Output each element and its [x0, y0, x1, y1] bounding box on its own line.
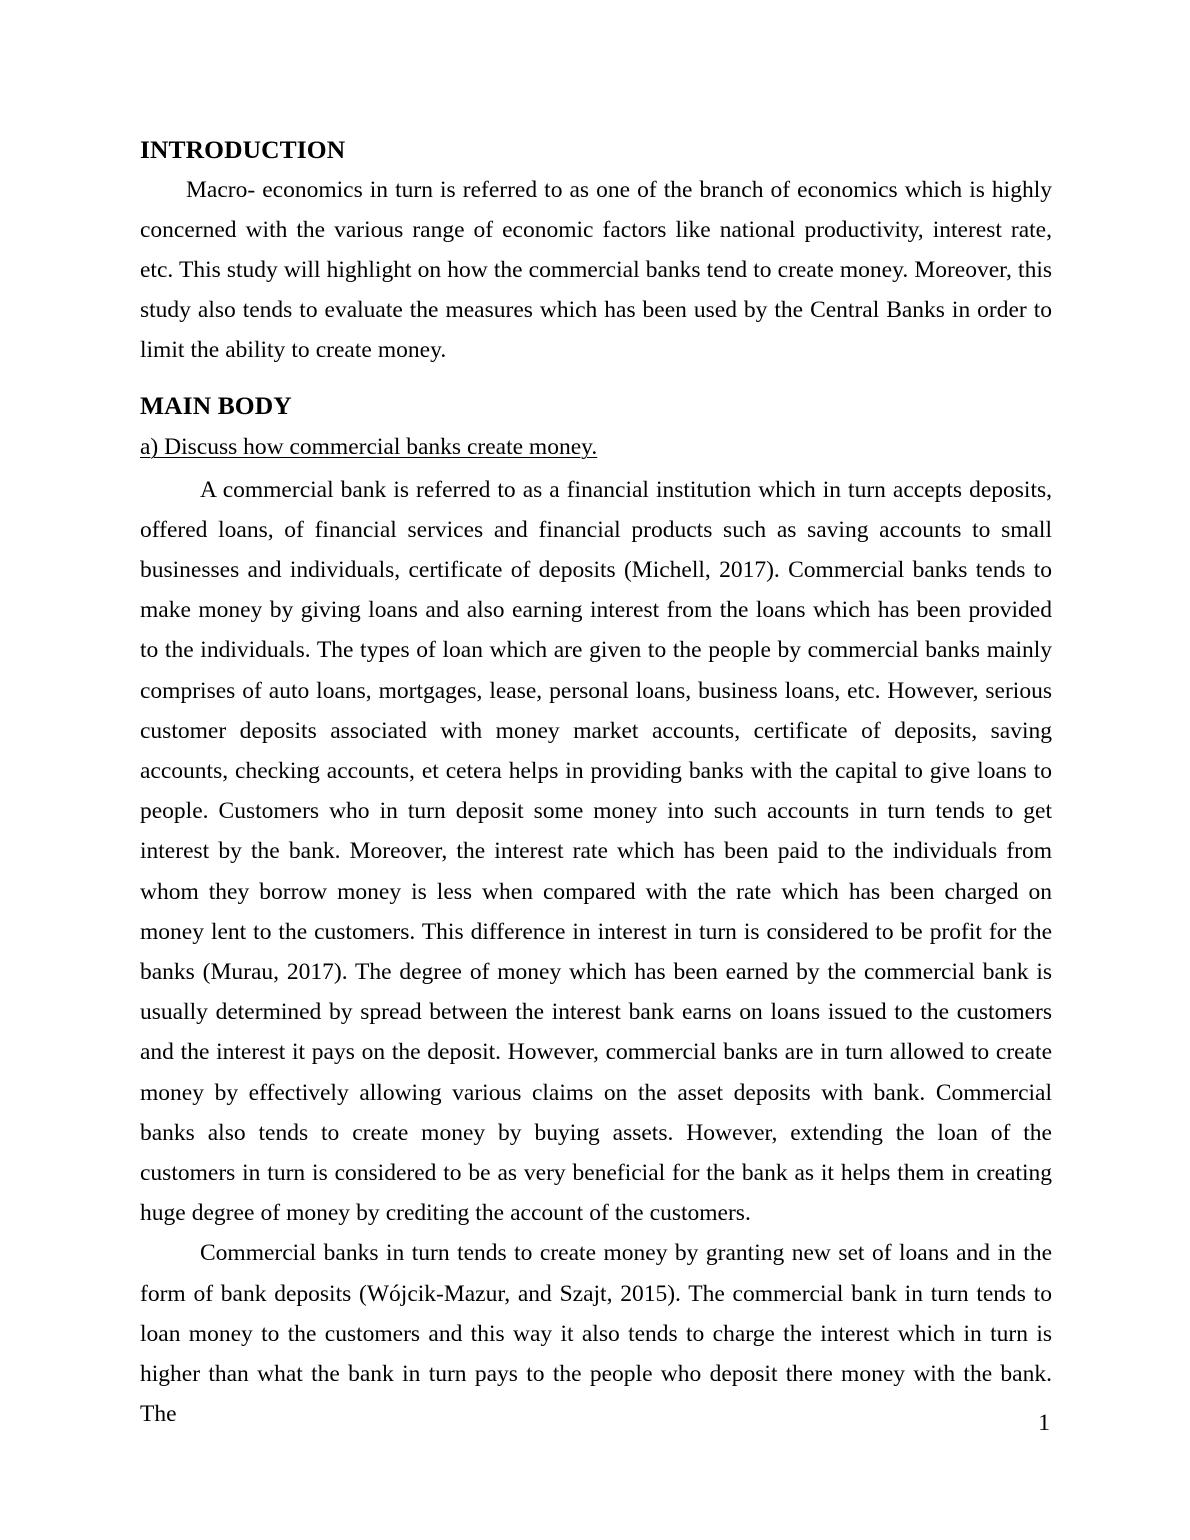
page-number: 1 — [1038, 1410, 1050, 1436]
question-a-heading — [140, 427, 1052, 467]
body-paragraph-1: A commercial bank is referred to as a financial institution which in turn accepts deposits, offered loans, of financial services and financial products such as saving accounts to small businesses and individuals, certificate of deposits (Michell, 2017). Commercial banks tends to make money by giving loans and also earning interest from the loans which has been provided to the individuals. The types of loan which are given to the people by commercial banks mainly comprises of auto loans, mortgages, lease, personal loans, business loans, etc. However, serious customer deposits associated with money market accounts, certificate of deposits, saving accounts, checking accounts, et cetera helps in providing banks with the capital to give loans to people. Customers who in turn deposit some money into such accounts in turn tends to get interest by the bank. Moreover, the interest rate which has been paid to the individuals from whom they borrow money is less when compared with the rate which has been charged on money lent to the customers. This difference in interest in turn is considered to be profit for the banks (Murau, 2017). The degree of money which has been earned by the commercial bank is usually determined by spread between the interest bank earns on loans issued to the customers and the interest it pays on the deposit. However, commercial banks are in turn allowed to create money by effectively allowing various claims on the asset deposits with bank. Commercial banks also tends to create money by buying assets. However, extending the loan of the customers in turn is considered to be as very beneficial for the bank as it helps them in creating huge degree of money by crediting the account of the customers. — [140, 476, 1052, 1227]
section-heading-main-body: MAIN BODY — [140, 390, 292, 420]
introduction-paragraph: Macro- economics in turn is referred to as one of the branch of economics which is highly concerned with the various range of economic factors like national productivity, interest rate, etc. This study will highlight on how the commercial banks tend to create money. Moreover, this study also tends to evaluate the measures which has been used by the Central Banks in order to limit the ability to create money. — [140, 176, 1052, 364]
page-title-introduction: INTRODUCTION — [140, 135, 346, 164]
document-content — [140, 133, 1052, 1434]
body-paragraph-2: Commercial banks in turn tends to create money by granting new set of loans and in the form of bank deposits (Wójcik-Mazur, and Szajt, 2015). The commercial bank in turn tends to loan money to the customers and this way it also tends to charge the interest which in turn is higher than what the bank in turn pays to the people who deposit there money with the bank. The — [140, 1240, 1052, 1428]
question-a-heading-text: a) Discuss how commercial banks create money. — [140, 434, 598, 461]
